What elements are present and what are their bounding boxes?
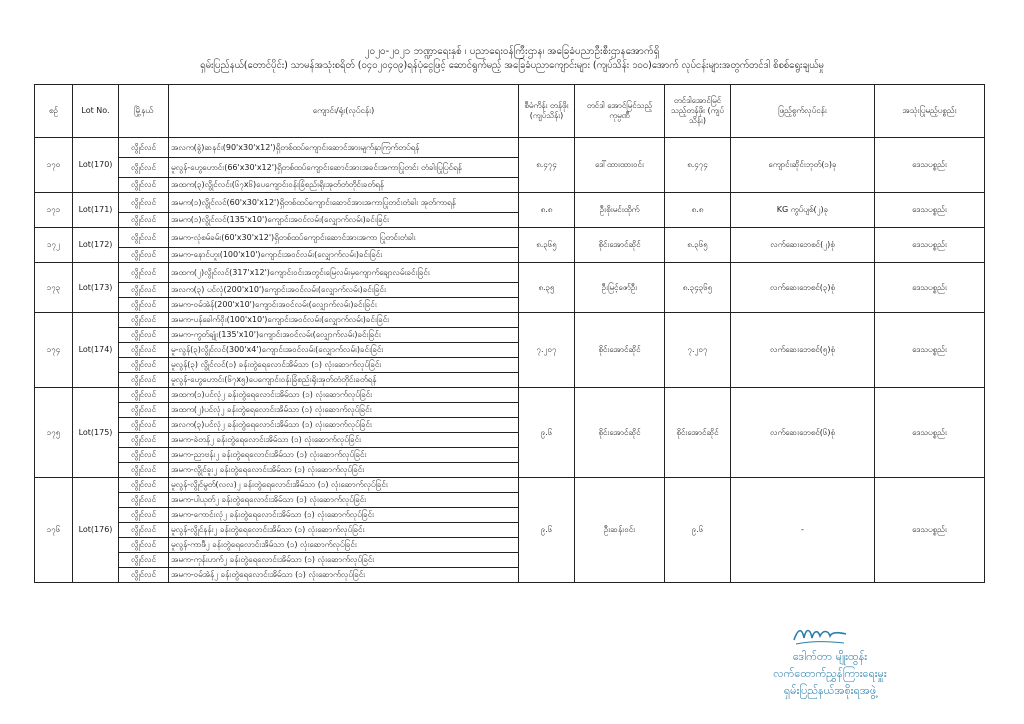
township-cell: လွိုင်လင် [119, 523, 169, 538]
extra-work-cell: - [731, 478, 875, 583]
signature-mark [790, 622, 850, 648]
table-row [35, 263, 985, 283]
township-cell: လွိုင်လင် [119, 553, 169, 568]
col-header-extra-work: ဖြည့်စွက်လုပ်ငန်း [731, 85, 875, 138]
lot-number-cell: Lot(172) [73, 228, 119, 263]
extra-work-cell: လက်ဆေးဘေစင်(၆)စုံ [731, 388, 875, 478]
table-row [35, 193, 985, 213]
work-description-cell: အထက(၃)လွိုင်လင်း(၆၇x၆)ပေကျောင်းဝန်းခြံစည်းရိုးအုတ်တံတိုင်းခတ်ရန် [169, 178, 519, 193]
col-header-serial: စဉ် [35, 85, 73, 138]
col-header-school-work: ကျောင်း/ရုံး(လုပ်ငန်း) [169, 85, 519, 138]
serial-cell: ၁၇၄ [35, 313, 73, 388]
winning-company-cell: စိုင်းအောင်ဆိုင် [575, 388, 665, 478]
award-value-cell: ၇.၂၀၇ [665, 313, 731, 388]
township-cell: လွိုင်လင် [119, 263, 169, 283]
award-value-cell: ၈.၃၆၅ [665, 228, 731, 263]
award-value-cell: ၈.၈ [665, 193, 731, 228]
work-description-cell: မူလွန်-ဟွေဟောင်း(66'x30'x12')ရှိတစ်ထပ်ကျောင်းဆောင်အားအခင်းအကာပြုတင်း တံခါးပြုပြင်ရန် [169, 158, 519, 178]
township-cell: လွိုင်လင် [119, 418, 169, 433]
township-cell: လွိုင်လင် [119, 178, 169, 193]
estimate-value-cell: ၈.၃၆၅ [519, 228, 575, 263]
winning-company-cell: ဦးဆန်းဝင်း [575, 478, 665, 583]
serial-cell: ၁၇၁ [35, 193, 73, 228]
lot-number-cell: Lot(174) [73, 313, 119, 388]
award-value-cell: ၉.၆ [665, 478, 731, 583]
award-value-cell: ၈.၃၄၃၆၅ [665, 263, 731, 313]
col-header-lot: Lot No. [73, 85, 119, 138]
work-description-cell: မူလွန်(၃) လွိုင်လင်(၁) ခန်းတွဲရေလောင်အိမ်သာ (၁) လုံးဆောက်လုပ်ခြင်း [169, 358, 519, 373]
work-description-cell: အမက-ကုန်းဟက်၂ ခန်းတွဲရေလောင်းအိမ်သာ (၁) လုံးဆောက်လုပ်ခြင်း [169, 553, 519, 568]
award-value-cell: စိုင်းအောင်ဆိုင် [665, 388, 731, 478]
work-description-cell: အမက-ကောင်းလုံ၂ ခန်းတွဲရေလောင်းအိမ်သာ (၁) လုံးဆောက်လုပ်ခြင်း [169, 508, 519, 523]
work-description-cell: အမက(၁)လွိုင်လင်(60'x30'x12')ရှိတစ်ထပ်ကျောင်းဆောင်အားအကာပြုတင်းတံခါး အုတ်ကာရန် [169, 193, 519, 213]
col-header-company: တင်ဒါ အောင်မြင်သည့်ကုမ္ပဏီ [575, 85, 665, 138]
work-description-cell: အမက-ဝမ်အဲန်၂ ခန်းတွဲရေလောင်းအိမ်သာ (၁) လုံးဆောက်လုပ်ခြင်း [169, 568, 519, 583]
extra-work-cell: လက်ဆေးဘေစင်(၃)စုံ [731, 263, 875, 313]
winning-company-cell: ဦးမြင့်ဇော်ဦး [575, 263, 665, 313]
serial-cell: ၁၇၀ [35, 138, 73, 193]
township-cell: လွိုင်လင် [119, 358, 169, 373]
winning-company-cell: ဒေါ်ထားထားဝင်း [575, 138, 665, 193]
material-cell: ဒေသပစ္စည်း [875, 478, 985, 583]
township-cell: လွိုင်လင် [119, 538, 169, 553]
work-description-cell: အမက-ပါယုတ်၂ ခန်းတွဲရေလောင်းအိမ်သာ (၁) လုံးဆောက်လုပ်ခြင်း [169, 493, 519, 508]
work-description-cell: အထက(၂)ပင်လုံ၂ ခန်းတွဲရေလောင်းအိမ်သာ (၁) လုံးဆောက်လုပ်ခြင်း [169, 403, 519, 418]
award-value-cell: ၈.၄၇၄ [665, 138, 731, 193]
township-cell: လွိုင်လင် [119, 433, 169, 448]
estimate-value-cell: ၈.၃၅ [519, 263, 575, 313]
material-cell: ဒေသပစ္စည်း [875, 228, 985, 263]
township-cell: လွိုင်လင် [119, 493, 169, 508]
material-cell: ဒေသပစ္စည်း [875, 388, 985, 478]
work-description-cell: အထက(၁)ပင်လုံ၂ ခန်းတွဲရေလောင်းအိမ်သာ (၁) လုံးဆောက်လုပ်ခြင်း [169, 388, 519, 403]
table-row [35, 228, 985, 248]
work-description-cell: အလက(ခွဲ)ဆနင်း(90'x30'x12')ရှိတစ်ထပ်ကျောင်းဆောင်အားမျက်နှာကြက်တပ်ရန် [169, 138, 519, 158]
township-cell: လွိုင်လင် [119, 213, 169, 228]
township-cell: လွိုင်လင် [119, 228, 169, 248]
col-header-award-value: တင်ဒါအောင်မြင် သည့်တန်ဖိုး (ကျပ်သိန်း) [665, 85, 731, 138]
estimate-value-cell: ၉.၆ [519, 388, 575, 478]
township-cell: လွိုင်လင် [119, 508, 169, 523]
township-cell: လွိုင်လင် [119, 193, 169, 213]
lot-number-cell: Lot(176) [73, 478, 119, 583]
township-cell: လွိုင်လင် [119, 328, 169, 343]
table-row [35, 138, 985, 158]
township-cell: လွိုင်လင် [119, 568, 169, 583]
signatory-title: လက်ထောက်ညွှန်ကြားရေးမှူး [773, 667, 887, 680]
table-row [35, 313, 985, 328]
extra-work-cell: KG ကွပ်ပျစ်(၂)ခု [731, 193, 875, 228]
signatory-office: ရှမ်းပြည်နယ်အစိုးရအဖွဲ့ [783, 684, 877, 697]
col-header-township: မြို့နယ် [119, 85, 169, 138]
winning-company-cell: စိုင်းအောင်ဆိုင် [575, 228, 665, 263]
work-description-cell: အလက(၃) ပင်လုံ(200'x10')ကျောင်းအဝင်လမ်း(လျှောက်လမ်း)ခင်းခြင်း [169, 283, 519, 298]
estimate-value-cell: ၉.၆ [519, 478, 575, 583]
work-description-cell: မူလွန်-လွိုင်နန်း၂ ခန်းတွဲရေလောင်းအိမ်သာ (၁) လုံးဆောက်လုပ်ခြင်း [169, 523, 519, 538]
township-cell: လွိုင်လင် [119, 373, 169, 388]
lot-number-cell: Lot(175) [73, 388, 119, 478]
township-cell: လွိုင်လင် [119, 313, 169, 328]
document-title-line1: ၂၀၂၀-၂၀၂၁ ဘဏ္ဍာရေးနှစ် ၊ ပညာရေးဝန်ကြီးဌာန၊ အခြေခံပညာဦးစီးဌာနအောက်ရှိ [364, 46, 660, 57]
township-cell: လွိုင်လင် [119, 248, 169, 263]
table-row [35, 388, 985, 403]
township-cell: လွိုင်လင် [119, 158, 169, 178]
township-cell: လွိုင်လင် [119, 463, 169, 478]
serial-cell: ၁၇၆ [35, 478, 73, 583]
township-cell: လွိုင်လင် [119, 478, 169, 493]
work-description-cell: အမက-ခဲတန်၂ ခန်းတွဲရေလောင်းအိမ်သာ (၁) လုံးဆောက်လုပ်ခြင်း [169, 433, 519, 448]
serial-cell: ၁၇၂ [35, 228, 73, 263]
col-header-estimate: စီမံကိန်း တန်ဖိုး (ကျပ်သိန်း) [519, 85, 575, 138]
work-description-cell: မူလွန်-ကာဖီ၂ ခန်းတွဲရေလောင်းအိမ်သာ (၁) လုံးဆောက်လုပ်ခြင်း [169, 538, 519, 553]
township-cell: လွိုင်လင် [119, 343, 169, 358]
material-cell: ဒေသပစ္စည်း [875, 263, 985, 313]
work-description-cell: အမက-ပန်ခေါက်ဝိုး(100'x10')ကျောင်းအဝင်လမ်း(လျှောက်လမ်း)ခင်းခြင်း [169, 313, 519, 328]
lot-number-cell: Lot(171) [73, 193, 119, 228]
estimate-value-cell: ၈.၄၇၄ [519, 138, 575, 193]
material-cell: ဒေသပစ္စည်း [875, 193, 985, 228]
work-description-cell: အလက(၃)ပင်လုံ၂ ခန်းတွဲရေလောင်းအိမ်သာ (၁) လုံးဆောက်လုပ်ခြင်း [169, 418, 519, 433]
winning-company-cell: စိုင်းအောင်ဆိုင် [575, 313, 665, 388]
estimate-value-cell: ၈.၈ [519, 193, 575, 228]
table-header-row [35, 85, 985, 138]
winning-company-cell: ဦးစိုးမင်းထိုက် [575, 193, 665, 228]
serial-cell: ၁၇၅ [35, 388, 73, 478]
work-description-cell: မူ-လွန်(၃)လွိုင်လင်(300'x4')ကျောင်းအဝင်လမ်း(လျှောက်လမ်း)ခင်းခြင်း [169, 343, 519, 358]
work-description-cell: အမက-နောင်ဟူး(100'x10')ကျောင်းအဝင်လမ်း(လျှောက်လမ်း)ခင်းခြင်း [169, 248, 519, 263]
work-description-cell: အမက-ညာဗန်း၂ ခန်းတွဲရေလောင်းအိမ်သာ (၁) လုံးဆောက်လုပ်ခြင်း [169, 448, 519, 463]
table-row [35, 478, 985, 493]
extra-work-cell: လက်ဆေးဘေစင်(၅)စုံ [731, 313, 875, 388]
township-cell: လွိုင်လင် [119, 403, 169, 418]
township-cell: လွိုင်လင် [119, 283, 169, 298]
signatory-name: ဒေါက်တာ မျိုးထွန်း [792, 650, 868, 663]
tender-results-table [34, 84, 985, 583]
material-cell: ဒေသပစ္စည်း [875, 313, 985, 388]
col-header-material: အသုံးပြုမည့်ပစ္စည်း [875, 85, 985, 138]
work-description-cell: အမက(၁)လွိုင်လင်(135'x10')ကျောင်းအဝင်လမ်း(လျှောက်လမ်း)ခင်းခြင်း [169, 213, 519, 228]
document-title-line2: ရှမ်းပြည်နယ်(တောင်ပိုင်း) သာမန်အသုံးစရိတ် (၀၄၀၂၀၄၀၉)ရန်ပုံငွေဖြင့် ဆောင်ရွက်မည့် အခြေခံပညာကျောင်းများ (ကျပ်သိန်း ၁၀၀)အောက် လုပ်ငန်းများအတွက်တင်ဒါ စိစစ်ရွေးချယ်မှု [200, 60, 824, 71]
estimate-value-cell: ၇.၂၀၇ [519, 313, 575, 388]
material-cell: ဒေသပစ္စည်း [875, 138, 985, 193]
township-cell: လွိုင်လင် [119, 388, 169, 403]
serial-cell: ၁၇၃ [35, 263, 73, 313]
township-cell: လွိုင်လင် [119, 448, 169, 463]
lot-number-cell: Lot(170) [73, 138, 119, 193]
work-description-cell: အမက-လွိုင်ခူး၂ ခန်းတွဲရေလောင်းအိမ်သာ (၁) လုံးဆောက်လုပ်ခြင်း [169, 463, 519, 478]
lot-number-cell: Lot(173) [73, 263, 119, 313]
extra-work-cell: ကျောင်းဆိုင်းဘုတ်(၁)ခု [731, 138, 875, 193]
township-cell: လွိုင်လင် [119, 298, 169, 313]
work-description-cell: မူလွန်-လွိုင်မွတ်(လလ)၂ ခန်းတွဲရေလောင်းအိမ်သာ (၁) လုံးဆောက်လုပ်ခြင်း [169, 478, 519, 493]
work-description-cell: အထက(၂)လွိုင်လင်(317'x12')ကျောင်းဝင်းအတွင်းမြေလမ်းမှကျောက်ချောလမ်းခင်းခြင်း [169, 263, 519, 283]
work-description-cell: အမက-ကွတ်ချုံး(135'x10')ကျောင်းအဝင်လမ်း(လျှောက်လမ်း)ခင်းခြင်း [169, 328, 519, 343]
township-cell: လွိုင်လင် [119, 138, 169, 158]
work-description-cell: အမက-ဝမ်အဲန်(200'x10')ကျောင်းအဝင်လမ်း(လျှောက်လမ်း)ခင်းခြင်း [169, 298, 519, 313]
extra-work-cell: လက်ဆေးဘေစင်(၂)စုံ [731, 228, 875, 263]
work-description-cell: မူလွန်-ဟွေဟောင်း(၆၇x၅)ပေကျောင်းဝန်းခြံစည်းရိုးအုတ်တံတိုင်းခတ်ရန် [169, 373, 519, 388]
work-description-cell: အမက-လုံစမ်ခမ်း(60'x30'x12')ရှိတစ်ထပ်ကျောင်းဆောင်အားအကာ ပြုတင်းတံခါး [169, 228, 519, 248]
